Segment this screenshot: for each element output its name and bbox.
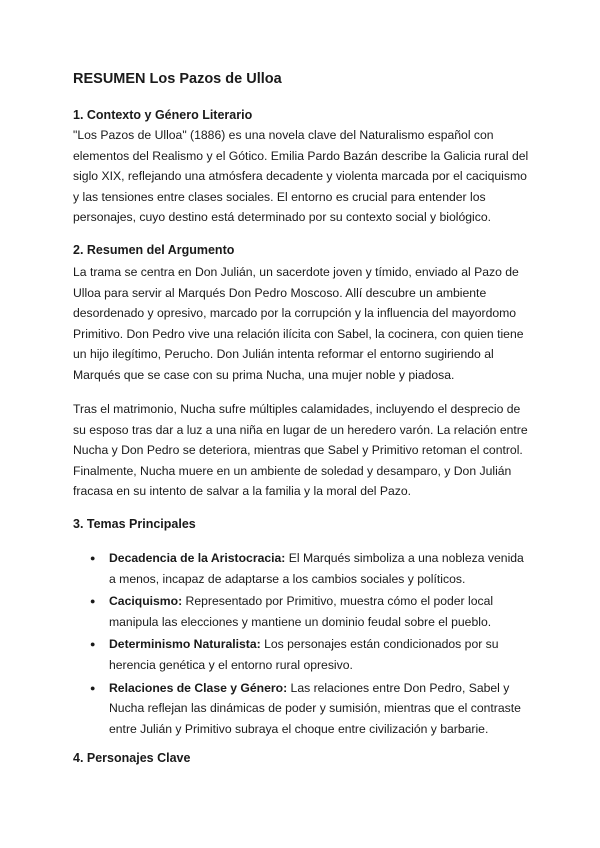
section-heading-themes: 3. Temas Principales [73, 517, 196, 531]
summary-paragraph-1: La trama se centra en Don Julián, un sacerdote joven y tímido, enviado al Pazo de Ulloa para servir al Marqués Don Pedro Moscoso. Allí descubre un ambiente desordenado y opresivo, marcado por la corrupción y la influencia del mayordomo Primitivo. Don Pedro vive una relación ilícita con Sabel, la cocinera, con quien tiene un hijo ilegítimo, Perucho. Don Julián intenta reformar el entorno sugiriendo al Marqués que se case con su prima Nucha, una mujer noble y piadosa. [73, 265, 524, 382]
summary-paragraph-2: Tras el matrimonio, Nucha sufre múltiples calamidades, incluyendo el desprecio de su esposo tras dar a luz a una niña en lugar de un heredero varón. La relación entre Nucha y Don Pedro se deteriora, mientras que Sabel y Primitivo retoman el control. Finalmente, Nucha muere en un ambiente de soledad y desamparo, y Don Julián fracasa en su intento de salvar a la familia y la moral del Pazo. [73, 402, 528, 499]
theme-term: Caciquismo: [109, 594, 183, 609]
theme-text: Las relaciones entre Don Pedro, Sabel y Nucha reflejan las dinámicas de poder y sumisión, mientras que el contraste entre Julián y Primitivo subraya el choque entre civilización y barbarie. [109, 680, 521, 736]
themes-list [73, 548, 533, 741]
theme-term: Determinismo Naturalista: [109, 637, 261, 652]
theme-text: Los personajes están condicionados por su herencia genética y el entorno rural opresivo. [109, 637, 499, 672]
bullet-icon: ● [90, 596, 96, 607]
section-heading-characters: 4. Personajes Clave [73, 751, 191, 765]
bullet-icon: ● [90, 553, 96, 563]
bullet-icon: ● [90, 639, 96, 650]
section-heading-summary: 2. Resumen del Argumento [73, 243, 235, 257]
context-paragraph: "Los Pazos de Ulloa" (1886) es una novela clave del Naturalismo español con elementos del Realismo y el Gótico. Emilia Pardo Bazán describe la Galicia rural del siglo XIX, reflejando una atmósfera decadente y violenta marcada por el caciquismo y las tensiones entre clases sociales. El entorno es crucial para entender los personajes, cuyo destino está determinado por su contexto social y biológico. [73, 128, 529, 225]
bullet-icon: ● [90, 682, 96, 693]
list-item [73, 591, 533, 632]
section-heading-context: 1. Contexto y Género Literario [73, 108, 253, 122]
document-title: RESUMEN Los Pazos de Ulloa [73, 71, 282, 87]
list-item [73, 634, 533, 675]
list-item [73, 678, 533, 740]
theme-term: Decadencia de la Aristocracia: [109, 551, 286, 565]
list-item [73, 548, 533, 589]
theme-text: Representado por Primitivo, muestra cómo el poder local manipula las elecciones y mantiene un dominio feudal sobre el pueblo. [109, 594, 494, 629]
theme-term: Relaciones de Clase y Género: [109, 680, 288, 695]
theme-text: El Marqués simboliza a una nobleza venida a menos, incapaz de adaptarse a los cambios sociales y políticos. [109, 551, 524, 586]
